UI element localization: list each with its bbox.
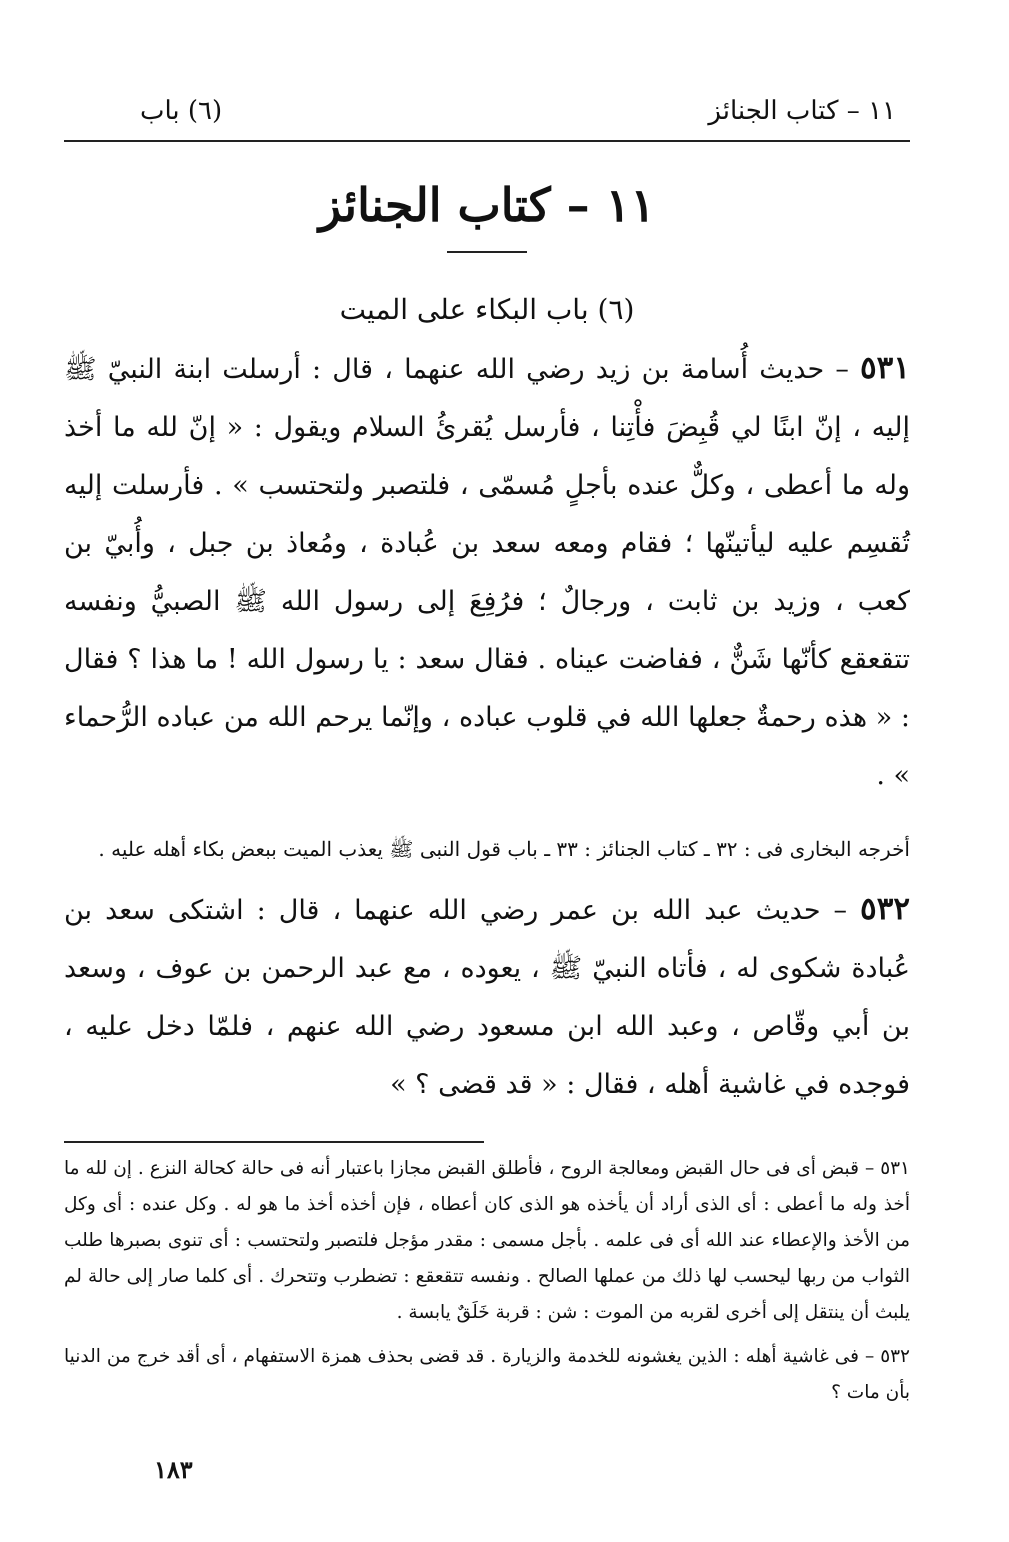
footnote-divider [64,1141,484,1143]
chapter-title: (٦) باب البكاء على الميت [339,293,635,327]
hadith-531 [64,339,910,805]
page [64,90,910,1419]
running-header-chapter: (٦) باب [140,96,223,126]
hadith-text: – حديث أُسامة بن زيد رضي الله عنهما ، قال : أرسلت ابنة النبيّ ﷺ إليه ، إنّ ابنًا لي قُبِضَ فأْتِنا ، فأرسل يُقرئُ السلام ويقول : « إنّ لله ما أخذ وله ما أعطى ، وكلٌّ عنده بأجلٍ مُسمّى ، فلتصبر ولتحتسب » . فأرسلت إليه تُقسِم عليه ليأتينّها ؛ فقام ومعه سعد بن عُبادة ، ومُعاذ بن جبل ، وأُبيّ بن كعب ، وزيد بن ثابت ، ورجالٌ ؛ فرُفِعَ إلى رسول الله ﷺ الصبيُّ ونفسه تتقعقع كأنّها شَنٌّ ، ففاضت عيناه . فقال سعد : يا رسول الله ! ما هذا ؟ فقال : « هذه رحمةٌ جعلها الله في قلوب عباده ، وإنّما يرحم الله من عباده الرُّحماء » . [64,353,910,791]
footnote-531: ٥٣١ – قبض أى فى حال القبض ومعالجة الروح ، فأطلق القبض مجازا باعتبار أنه فى حالة كحالة النزع . إن لله ما أخذ وله ما أعطى : أى الذى أراد أن يأخذه هو الذى كان أعطاه ، فإن أخذه أخذ ما هو له . وكل عنده : أى وكل من الأخذ والإعطاء عند الله أى فى علمه . بأجل مسمى : مقدر مؤجل فلتصبر ولتحتسب : أى تنوى بصبرها طلب الثواب من ربها ليحسب لها ذلك من عملها الصالح . ونفسه تتقعقع : تضطرب وتتحرك . أى كلما صار إلى حالة لم يلبث أن ينتقل إلى أخرى لقربه من الموت : شن : قربة خَلَقٌ يابسة . [64,1157,910,1323]
title-divider [447,251,527,253]
hadith-531-source: أخرجه البخارى فى : ٣٢ ـ كتاب الجنائز : ٣٣ ـ باب قول النبى ﷺ يعذب الميت ببعض بكاء أهله عليه . [98,836,910,861]
running-header [64,90,910,142]
page-number: ١٨٣ [154,1455,193,1484]
running-header-book: ١١ – كتاب الجنائز [708,96,896,126]
footnote-532: ٥٣٢ – فى غاشية أهله : الذين يغشونه للخدمة والزيارة . قد قضى بحذف همزة الاستفهام ، أى أقد خرج من الدنيا بأن مات ؟ [64,1345,910,1403]
footnotes [64,1151,910,1411]
hadith-number: ٥٣١ [860,349,910,386]
book-title: ١١ – كتاب الجنائز [318,178,656,232]
hadith-text: – حديث عبد الله بن عمر رضي الله عنهما ، قال : اشتكى سعد بن عُبادة شكوى له ، فأتاه النبيّ ﷺ ، يعوده ، مع عبد الرحمن بن عوف ، وسعد بن أبي وقّاص ، وعبد الله ابن مسعود رضي الله عنهم ، فلمّا دخل عليه ، فوجده في غاشية أهله ، فقال : « قد قضى ؟ » [64,894,910,1100]
hadith-532 [64,880,910,1114]
hadith-number: ٥٣٢ [860,890,910,927]
